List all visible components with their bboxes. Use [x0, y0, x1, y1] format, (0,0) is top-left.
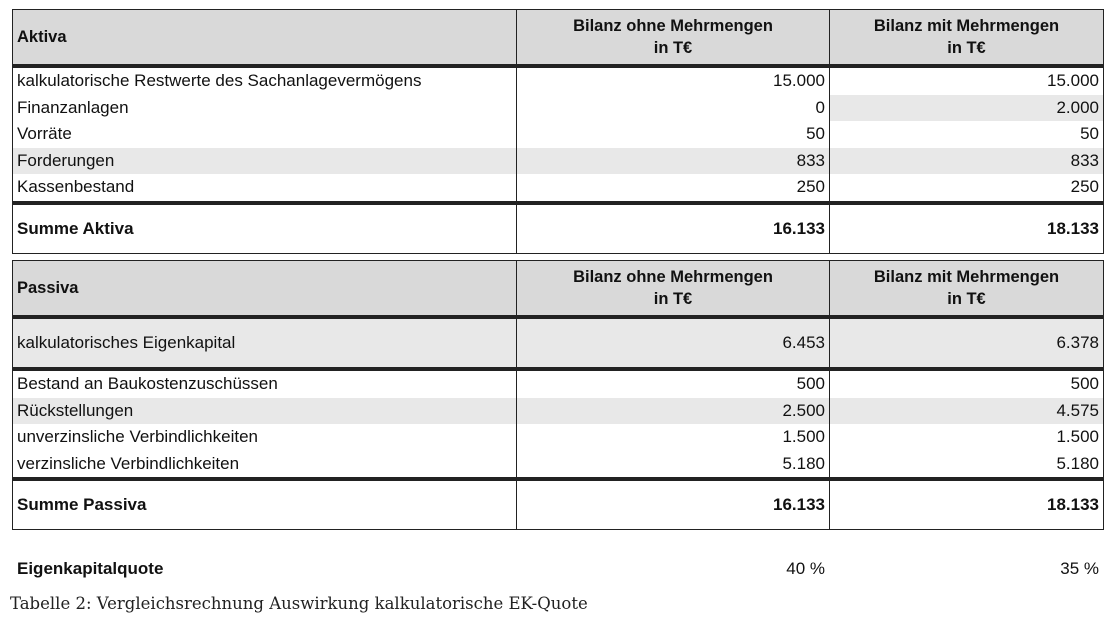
equity-row [13, 317, 1104, 369]
row-value-ohne: 833 [517, 148, 830, 175]
row-value-mit: 2.000 [830, 95, 1104, 122]
table-row [13, 398, 1104, 425]
aktiva-table [12, 9, 1104, 254]
equity-label: kalkulatorisches Eigenkapital [13, 317, 517, 369]
row-value-ohne: 5.180 [517, 451, 830, 480]
equity-ratio-label: Eigenkapitalquote [17, 559, 164, 578]
row-label: Finanzanlagen [13, 95, 517, 122]
equity-ratio-value-ohne: 40 % [786, 559, 825, 578]
row-value-mit: 15.000 [830, 66, 1104, 95]
row-label: Vorräte [13, 121, 517, 148]
passiva-header-col-mit [830, 261, 1104, 318]
passiva-header-col-ohne [517, 261, 830, 318]
aktiva-total-row [13, 203, 1104, 254]
passiva-header-col-ohne-line2: in T€ [653, 290, 693, 308]
table-row [13, 369, 1104, 398]
table-caption: Tabelle 2: Vergleichsrechnung Auswirkung kalkulatorische EK-Quote [10, 594, 588, 613]
total-label: Summe Aktiva [13, 203, 517, 254]
row-label: Bestand an Baukostenzuschüssen [13, 369, 517, 398]
total-value-mit: 18.133 [830, 203, 1104, 254]
total-value-ohne: 16.133 [517, 203, 830, 254]
aktiva-header-col-mit [830, 10, 1104, 67]
row-value-ohne: 0 [517, 95, 830, 122]
table-row [13, 174, 1104, 203]
total-value-mit: 18.133 [830, 479, 1104, 530]
passiva-header-row [13, 261, 1104, 318]
aktiva-header-col-mit-line1: Bilanz mit Mehrmengen [873, 17, 1060, 35]
row-value-ohne: 50 [517, 121, 830, 148]
row-value-ohne: 500 [517, 369, 830, 398]
table-row [13, 95, 1104, 122]
passiva-header-col-ohne-line1: Bilanz ohne Mehrmengen [573, 268, 773, 286]
row-value-mit: 1.500 [830, 424, 1104, 451]
passiva-header-label: Passiva [13, 261, 517, 318]
passiva-total-row [13, 479, 1104, 530]
aktiva-header-label: Aktiva [13, 10, 517, 67]
row-label: Kassenbestand [13, 174, 517, 203]
passiva-header-col-mit-line2: in T€ [947, 290, 986, 308]
total-value-ohne: 16.133 [517, 479, 830, 530]
total-label: Summe Passiva [13, 479, 517, 530]
table-row [13, 148, 1104, 175]
row-label: Rückstellungen [13, 398, 517, 425]
row-value-mit: 250 [830, 174, 1104, 203]
equity-value-mit: 6.378 [830, 317, 1104, 369]
row-value-mit: 5.180 [830, 451, 1104, 480]
row-value-mit: 833 [830, 148, 1104, 175]
aktiva-header-row [13, 10, 1104, 67]
table-row [13, 424, 1104, 451]
equity-ratio-row [12, 556, 1103, 582]
row-value-ohne: 2.500 [517, 398, 830, 425]
aktiva-header-col-ohne-line1: Bilanz ohne Mehrmengen [573, 17, 773, 35]
row-label: unverzinsliche Verbindlichkeiten [13, 424, 517, 451]
row-label: Forderungen [13, 148, 517, 175]
passiva-table [12, 260, 1104, 530]
row-value-ohne: 15.000 [517, 66, 830, 95]
table-row [13, 121, 1104, 148]
row-value-mit: 50 [830, 121, 1104, 148]
equity-value-ohne: 6.453 [517, 317, 830, 369]
row-value-mit: 500 [830, 369, 1104, 398]
aktiva-header-col-mit-line2: in T€ [947, 39, 986, 57]
aktiva-header-col-ohne-line2: in T€ [653, 39, 693, 57]
aktiva-header-col-ohne [517, 10, 830, 67]
table-row [13, 66, 1104, 95]
row-label: kalkulatorische Restwerte des Sachanlagevermögens [13, 66, 517, 95]
table-row [13, 451, 1104, 480]
row-value-ohne: 250 [517, 174, 830, 203]
row-value-ohne: 1.500 [517, 424, 830, 451]
row-label: verzinsliche Verbindlichkeiten [13, 451, 517, 480]
row-value-mit: 4.575 [830, 398, 1104, 425]
equity-ratio-value-mit: 35 % [1060, 559, 1099, 578]
passiva-header-col-mit-line1: Bilanz mit Mehrmengen [873, 268, 1060, 286]
